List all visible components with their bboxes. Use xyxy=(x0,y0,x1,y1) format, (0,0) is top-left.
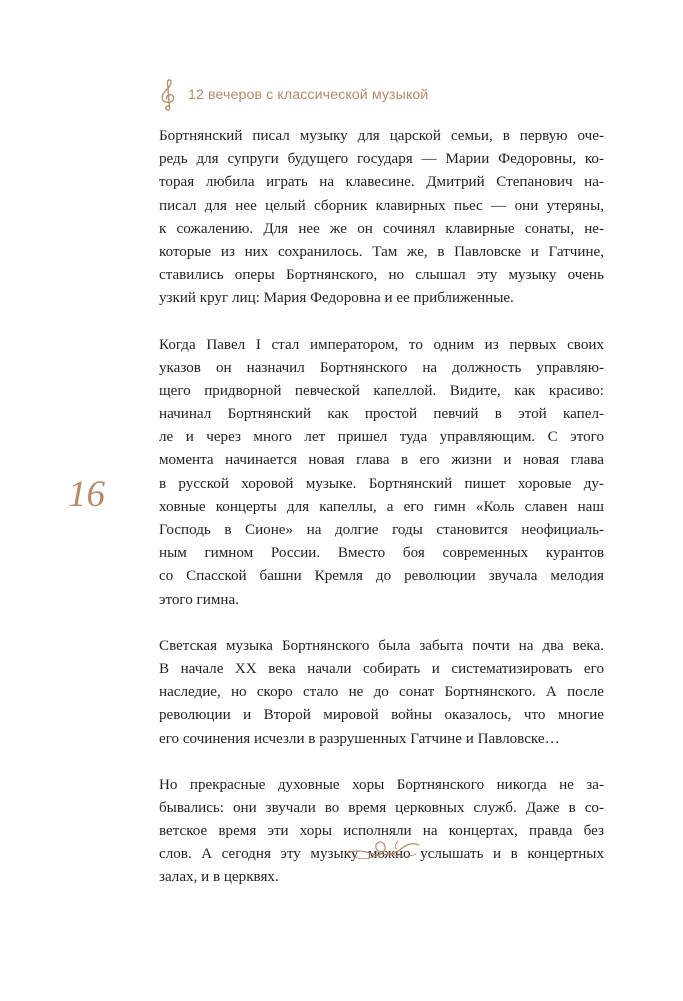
text-line: слов. А сегодня эту музыку можно услышать и в концертных xyxy=(159,846,604,863)
text-line: ховные концерты для капеллы, а его гимн «Коль славен наш xyxy=(159,498,604,515)
paragraph xyxy=(159,635,604,751)
text-line: к сожалению. Для нее же он сочинял клавирные сонаты, не- xyxy=(159,220,604,237)
paragraph xyxy=(159,334,604,612)
text-line: ставились оперы Бортнянского, но слышал эту музыку очень xyxy=(159,267,604,284)
page-number: 16 xyxy=(68,474,105,515)
text-line: Господь в Сионе» на долгие годы становится неофициаль- xyxy=(159,522,604,538)
text-line: ле и через много лет пришел туда управляющим. С этого xyxy=(159,429,604,446)
text-line: наследие, но скоро стало не до сонат Бортнянского. А после xyxy=(159,684,604,701)
text-line: редь для супруги будущего государя — Марии Федоровны, ко- xyxy=(159,151,604,168)
paragraph xyxy=(159,774,604,890)
text-line: Светская музыка Бортнянского была забыта почти на два века. xyxy=(159,637,604,654)
text-line: писал для нее целый сборник клавирных пьес — они утеряны, xyxy=(159,197,604,214)
text-line: указов он назначил Бортнянского на должность управляю- xyxy=(159,359,604,376)
flourish-ornament-icon xyxy=(343,833,421,863)
text-line: Но прекрасные духовные хоры Бортнянского никогда не за- xyxy=(159,776,604,793)
text-line: Бортнянский писал музыку для царской семьи, в первую оче- xyxy=(159,128,604,144)
treble-clef-icon xyxy=(158,78,180,112)
text-line: В начале XX века начали собирать и систематизировать его xyxy=(159,660,604,677)
text-line: торая любила играть на клавесине. Дмитрий Степанович на- xyxy=(159,174,604,191)
header-title: 12 вечеров с классической музыкой xyxy=(188,87,429,103)
text-line: ветское время эти хоры исполняли на концертах, правда без xyxy=(159,823,604,840)
text-line: со Спасской башни Кремля до революции звучала мелодия xyxy=(159,568,604,585)
text-line: революции и Второй мировой войны оказалось, что многие xyxy=(159,707,604,724)
text-line: начинал Бортнянский как простой певчий в этой капел- xyxy=(159,406,604,423)
body-text xyxy=(159,125,604,913)
text-line: которые из них сохранилось. Там же, в Павловске и Гатчине, xyxy=(159,243,604,260)
text-line: Когда Павел I стал императором, то одним из первых своих xyxy=(159,336,604,353)
text-line: узкий круг лиц: Мария Федоровна и ее приближенные. xyxy=(159,290,514,307)
text-line: в русской хоровой музыке. Бортнянский пишет хоровые ду- xyxy=(159,475,604,492)
text-line: этого гимна. xyxy=(159,591,239,608)
text-line: момента начинается новая глава в его жизни и новая глава xyxy=(159,452,604,469)
text-line: бывались: они звучали во время церковных служб. Даже в со- xyxy=(159,799,604,816)
text-line: залах, и в церквях. xyxy=(159,869,279,886)
text-line: его сочинения исчезли в разрушенных Гатчине и Павловске… xyxy=(159,730,560,747)
paragraph xyxy=(159,125,604,311)
running-header xyxy=(158,78,428,112)
text-line: ным гимном России. Вместо боя современных курантов xyxy=(159,545,604,562)
text-line: щего придворной певческой капеллой. Видите, как красиво: xyxy=(159,382,604,399)
